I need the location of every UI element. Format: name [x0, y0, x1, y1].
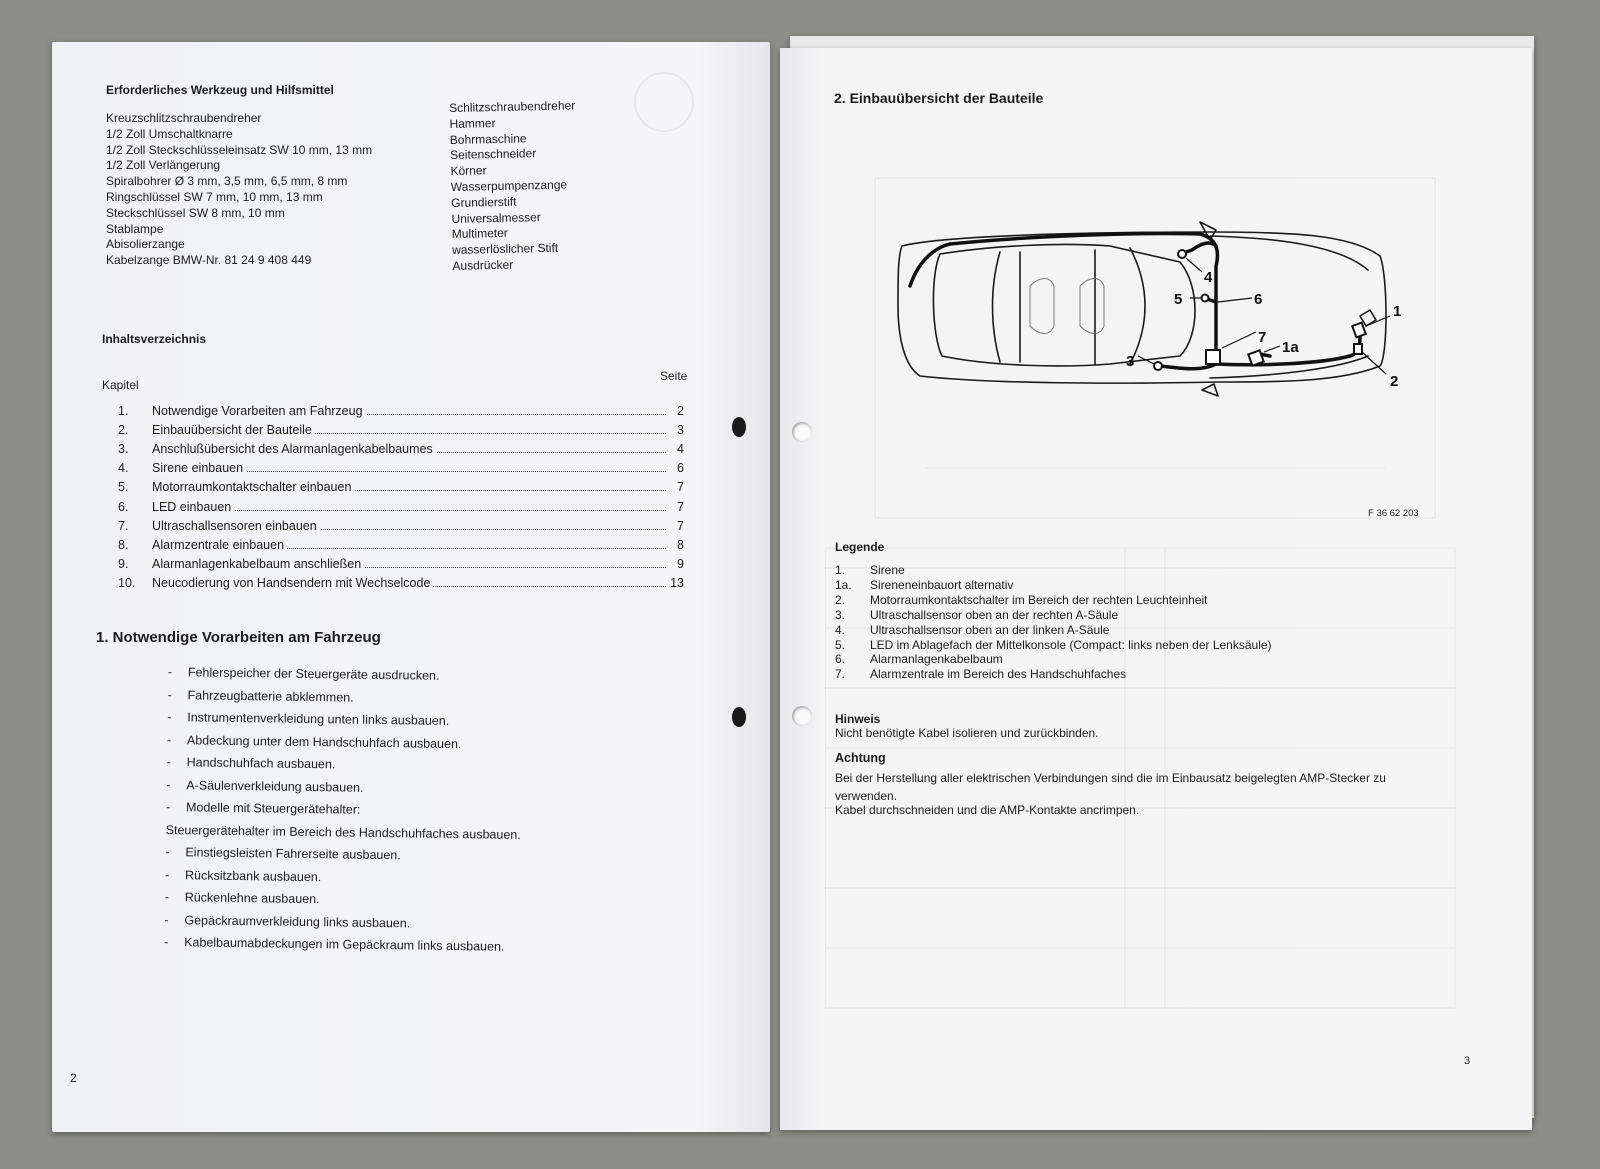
- toc-number: 10.: [118, 575, 136, 590]
- toc-number: 2.: [118, 423, 129, 438]
- callout-7: 7: [1258, 329, 1267, 346]
- control-unit-7: [1206, 350, 1220, 364]
- tool-item: Multimeter: [451, 226, 508, 242]
- tool-item: Stablampe: [106, 221, 164, 236]
- toc-seite-label: Seite: [660, 369, 688, 383]
- achtung-line3: Kabel durchschneiden und die AMP-Kontakte ancrimpen.: [835, 803, 1140, 817]
- toc-page: 6: [677, 461, 684, 476]
- legend-key: 1.: [835, 563, 846, 577]
- toc-number: 6.: [118, 499, 129, 514]
- toc-row: [118, 538, 684, 556]
- tool-item: Universalmesser: [451, 209, 541, 226]
- tool-item: Ausdrücker: [452, 257, 514, 273]
- toc-page: 4: [677, 442, 684, 457]
- toc-page: 13: [670, 575, 684, 590]
- hinweis-text: Nicht benötigte Kabel isolieren und zurückbinden.: [835, 726, 1099, 740]
- toc-number: 9.: [118, 556, 129, 571]
- toc-page: 9: [677, 556, 684, 571]
- car-installation-diagram: [880, 206, 1440, 446]
- tool-item: Hammer: [449, 115, 496, 131]
- callout-6: 6: [1254, 291, 1263, 308]
- tool-item: Steckschlüssel SW 8 mm, 10 mm: [106, 205, 285, 220]
- legend-text: LED im Ablagefach der Mittelkonsole (Compact: links neben der Lenksäule): [870, 637, 1272, 652]
- legend-key: 6.: [835, 652, 846, 667]
- page-number-right: 3: [1464, 1055, 1471, 1067]
- legend-key: 1a.: [835, 577, 852, 592]
- toc-row: [118, 576, 684, 594]
- tool-item: 1/2 Zoll Umschaltknarre: [106, 126, 233, 141]
- punch-hole-top: [792, 422, 812, 442]
- tool-item: wasserlöslicher Stift: [451, 240, 559, 258]
- toc-heading: Inhaltsverzeichnis: [102, 332, 207, 346]
- legend-text: Alarmanlagenkabelbaum: [870, 652, 1003, 667]
- tool-item: Spiralbohrer Ø 3 mm, 3,5 mm, 6,5 mm, 8 mm: [106, 174, 348, 189]
- tool-item: Wasserpumpenzange: [450, 177, 568, 194]
- tool-item: Ringschlüssel SW 7 mm, 10 mm, 13 mm: [106, 189, 323, 204]
- toc-title: Neucodierung von Handsendern mit Wechselcode: [152, 576, 433, 590]
- toc-title: Alarmanlagenkabelbaum anschließen: [152, 557, 364, 571]
- toc-title: Anschlußübersicht des Alarmanlagenkabelbaumes: [152, 442, 436, 456]
- legend-key: 5.: [835, 637, 846, 652]
- tools-list-right: [449, 97, 579, 273]
- achtung-line1: Bei der Herstellung aller elektrischen Verbindungen sind die im Einbausatz beigelegten AMP-Stecker zu: [835, 771, 1386, 785]
- punch-hole-bottom: [792, 706, 812, 726]
- legend-text: Sireneneinbauort alternativ: [870, 577, 1014, 592]
- legend-text: Sirene: [870, 563, 905, 577]
- tool-item: Kreuzschlitzschraubendreher: [106, 111, 262, 125]
- tool-item: Bohrmaschine: [449, 130, 527, 147]
- left-page: [52, 42, 770, 1132]
- tool-item: Grundierstift: [451, 194, 517, 210]
- legend-text: Motorraumkontaktschalter im Bereich der rechten Leuchteinheit: [870, 592, 1208, 607]
- legend-key: 2.: [835, 592, 846, 607]
- siren-alt-1a: [1248, 350, 1263, 365]
- tool-item: Kabelzange BMW-Nr. 81 24 9 408 449: [106, 253, 312, 268]
- legend-key: 4.: [835, 622, 846, 637]
- toc-row: [118, 423, 684, 441]
- legend-text: Ultraschallsensor oben an der linken A-Säule: [870, 622, 1110, 637]
- toc-title: Ultraschallsensoren einbauen: [152, 519, 320, 533]
- tool-item: 1/2 Zoll Verlängerung: [106, 158, 221, 173]
- right-page: [780, 48, 1532, 1130]
- toc-title: Einbauübersicht der Bauteile: [152, 423, 315, 437]
- punch-hole-bottom: [732, 707, 746, 727]
- toc-row: [118, 442, 684, 460]
- callout-2: 2: [1390, 373, 1399, 390]
- tool-item: Schlitzschraubendreher: [449, 98, 576, 115]
- callout-1: 1: [1393, 303, 1402, 320]
- toc-page: 7: [677, 499, 684, 514]
- legend-text: Alarmzentrale im Bereich des Handschuhfaches: [870, 667, 1127, 682]
- achtung-line2: verwenden.: [835, 789, 898, 803]
- toc-number: 8.: [118, 537, 129, 552]
- callout-4: 4: [1204, 269, 1213, 286]
- hood-switch-2: [1354, 344, 1362, 354]
- hinweis-heading: Hinweis: [835, 712, 881, 726]
- toc-page: 3: [677, 423, 684, 438]
- rear-window: [1130, 248, 1145, 364]
- toc-page: 8: [677, 537, 684, 552]
- toc-page: 7: [677, 518, 684, 533]
- tools-heading: Erforderliches Werkzeug und Hilfsmittel: [106, 83, 334, 97]
- toc-title: Alarmzentrale einbauen: [152, 538, 287, 552]
- callout-1a: 1a: [1282, 339, 1299, 356]
- toc-row: [118, 557, 684, 575]
- toc-row: [118, 404, 684, 422]
- tool-item: 1/2 Zoll Steckschlüsseleinsatz SW 10 mm, 13 mm: [106, 142, 373, 157]
- toc-row: [118, 480, 684, 498]
- callout-3: 3: [1126, 353, 1135, 370]
- tools-list-left: [106, 110, 372, 268]
- punch-hole-top: [732, 417, 746, 437]
- windshield: [993, 252, 1001, 362]
- toc-row: [118, 519, 684, 537]
- toc-row: [118, 461, 684, 479]
- toc-number: 1.: [118, 404, 129, 418]
- led-5: [1202, 295, 1209, 302]
- tool-item: Seitenschneider: [450, 146, 537, 163]
- page-number-left: 2: [70, 1071, 77, 1085]
- toc-number: 4.: [118, 461, 129, 476]
- toc-number: 7.: [118, 518, 129, 533]
- toc-title: Motorraumkontaktschalter einbauen: [152, 480, 354, 494]
- toc-number: 3.: [118, 442, 129, 457]
- toc-number: 5.: [118, 480, 129, 495]
- toc-row: [118, 500, 684, 518]
- tool-item: Körner: [450, 163, 487, 179]
- toc-title: Sirene einbauen: [152, 461, 246, 475]
- siren-1: [1352, 323, 1366, 338]
- car-cabin-outline: [933, 244, 1195, 366]
- legend-key: 7.: [835, 667, 846, 682]
- sensor-4: [1178, 250, 1186, 258]
- legend-heading: Legende: [835, 540, 885, 554]
- legend-key: 3.: [835, 607, 846, 622]
- toc-title: LED einbauen: [152, 500, 234, 514]
- toc-title: Notwendige Vorarbeiten am Fahrzeug: [152, 404, 366, 418]
- show-through-logo: [634, 72, 694, 132]
- toc-kapitel-label: Kapitel: [102, 378, 139, 392]
- toc-page: 2: [677, 404, 684, 418]
- achtung-heading: Achtung: [835, 751, 886, 765]
- prep-steps-list: [164, 665, 521, 957]
- section2-heading: 2. Einbauübersicht der Bauteile: [834, 90, 1044, 106]
- section1-heading: 1. Notwendige Vorarbeiten am Fahrzeug: [96, 629, 381, 646]
- legend-text: Ultraschallsensor oben an der rechten A-Säule: [870, 607, 1119, 622]
- figure-id: F 36 62 203: [1368, 508, 1419, 519]
- callout-5: 5: [1174, 291, 1183, 308]
- toc-page: 7: [677, 480, 684, 495]
- sensor-3: [1154, 362, 1162, 370]
- tool-item: Abisolierzange: [106, 237, 185, 252]
